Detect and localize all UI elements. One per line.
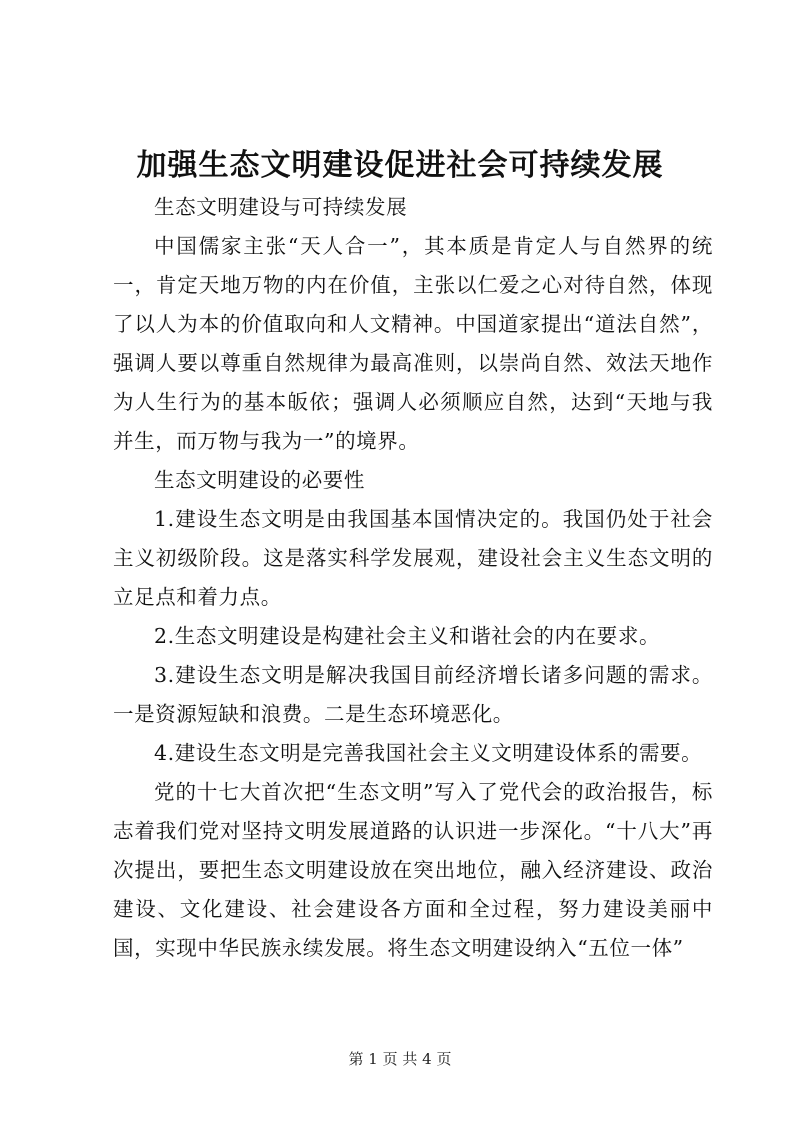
list-item-1: 1.建设生态文明是由我国基本国情决定的。我国仍处于社会主义初级阶段。这是落实科学发展观，建设社会主义生态文明的立足点和着力点。	[113, 507, 713, 609]
heading-necessity: 生态文明建设的必要性	[154, 468, 365, 492]
list-item-2: 2.生态文明建设是构建社会主义和谐社会的内在要求。	[154, 624, 661, 648]
paragraph-party-congress: 党的十七大首次把“生态文明”写入了党代会的政治报告，标志着我们党对坚持文明发展道路的认识进一步深化。“十八大”再次提出，要把生态文明建设放在突出地位，融入经济建设、政治建设、文化建设、社会建设各方面和全过程，努力建设美丽中国，实现中华民族永续发展。将生态文明建设纳入“五位一体”	[113, 780, 713, 960]
paragraph-confucian-daoist-views: 中国儒家主张“天人合一”，其本质是肯定人与自然界的统一，肯定天地万物的内在价值，主张以仁爱之心对待自然，体现了以人为本的价值取向和人文精神。中国道家提出“道法自然”，强调人要以尊重自然规律为最高准则，以崇尚自然、效法天地作为人生行为的基本皈依；强调人必须顺应自然，达到“天地与我并生，而万物与我为一”的境界。	[113, 234, 713, 453]
document-title: 加强生态文明建设促进社会可持续发展	[136, 148, 664, 183]
document-body	[113, 188, 713, 968]
page-number-footer: 第 1 页 共 4 页	[348, 1050, 452, 1068]
list-item-3: 3.建设生态文明是解决我国目前经济增长诸多问题的需求。一是资源短缺和浪费。二是生态环境恶化。	[113, 663, 713, 726]
list-item-4: 4.建设生态文明是完善我国社会主义文明建设体系的需要。	[154, 741, 703, 765]
heading-ecology-and-sustainability: 生态文明建设与可持续发展	[154, 195, 408, 219]
